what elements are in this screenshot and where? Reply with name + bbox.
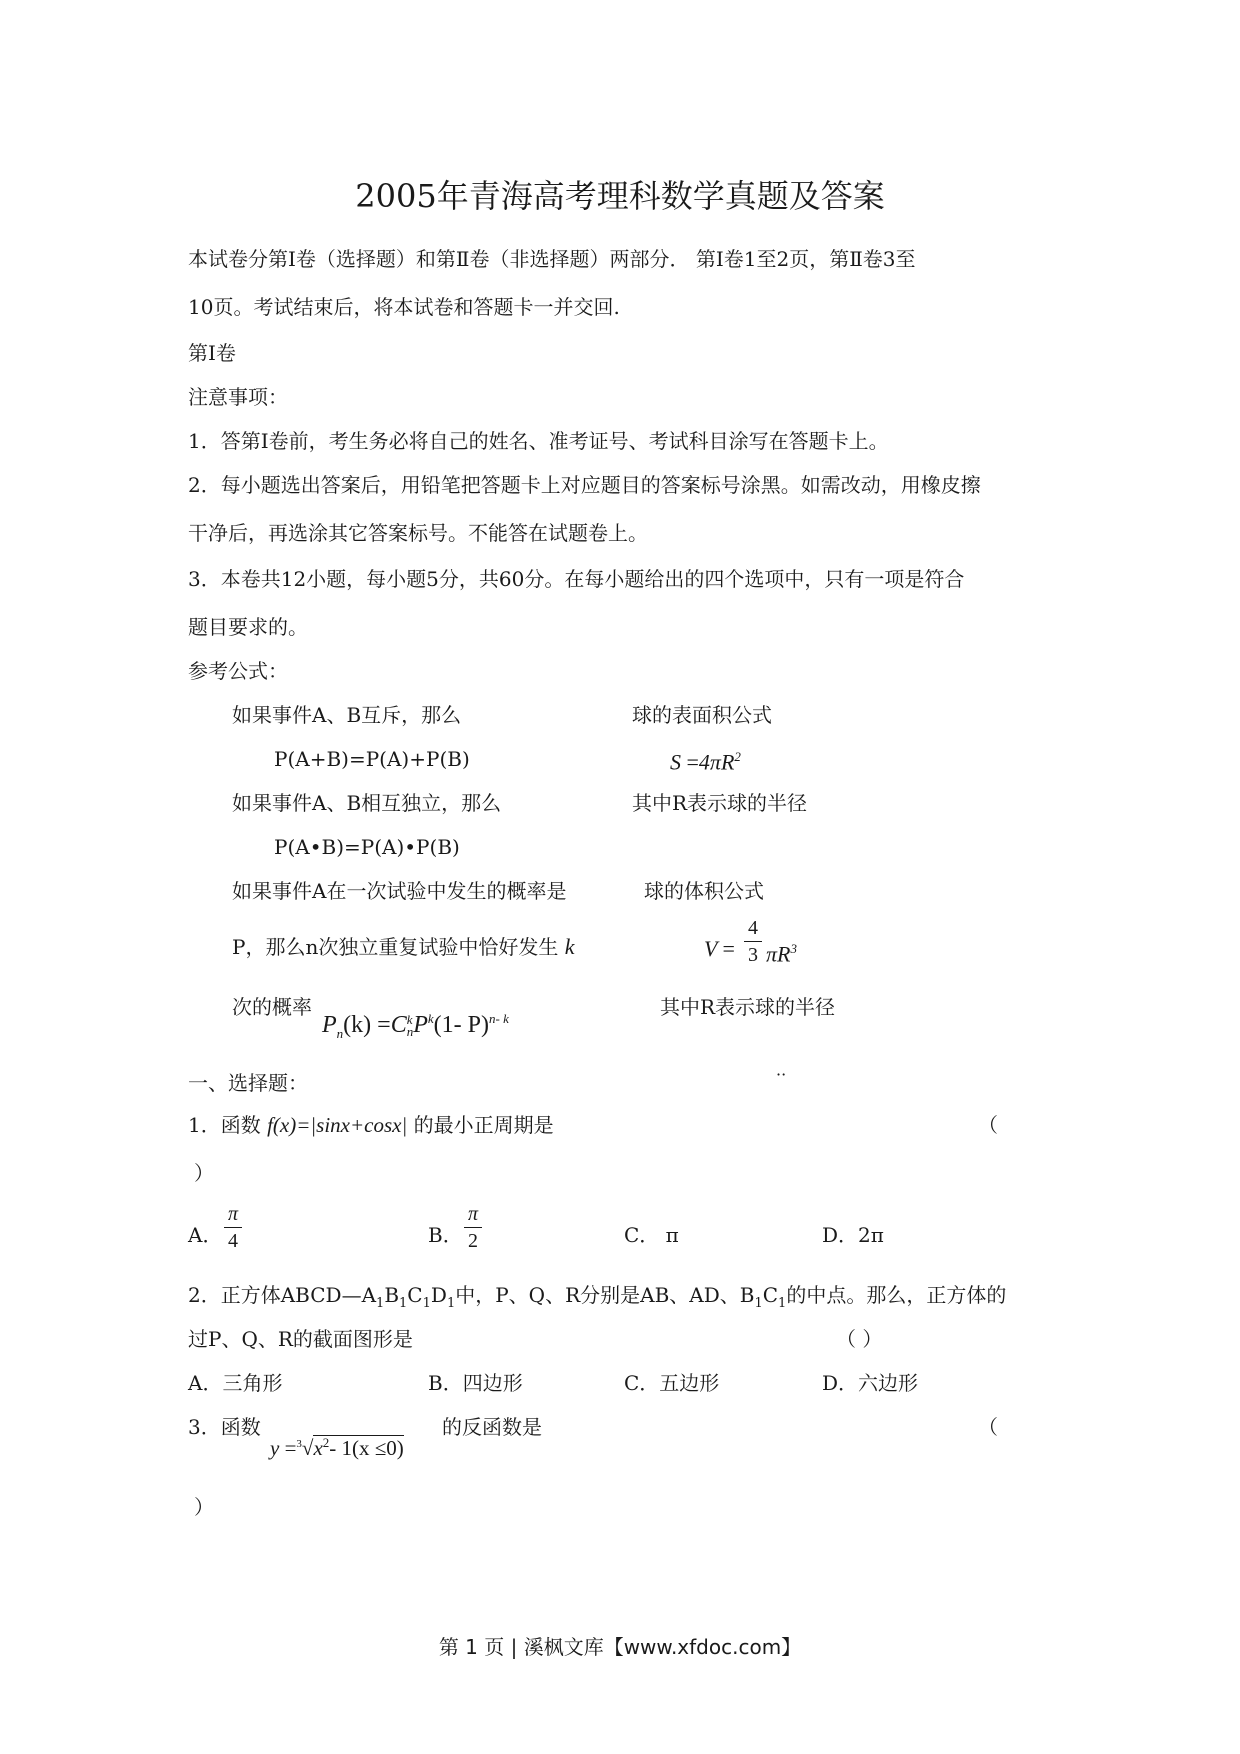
option-a-num: π: [227, 1203, 239, 1225]
formula-left-4-text: P，那么n次独立重复试验中恰好发生: [232, 935, 559, 959]
question-2-end: 的中点。那么，正方体的: [786, 1283, 1007, 1307]
stray-dots: ··: [776, 1065, 787, 1084]
sphere-volume-den: 3: [748, 944, 758, 966]
binom-tail-sup: n- k: [489, 1011, 509, 1026]
question-2-option-c: C．五边形: [624, 1371, 720, 1395]
option-a-den: 4: [228, 1230, 238, 1252]
question-2-middle: 中，P、Q、R分别是AB、AD、B: [455, 1283, 755, 1307]
section-one-heading: 一、选择题：: [188, 1071, 308, 1095]
binom-k-arg: (k): [343, 1012, 372, 1038]
notice-item-1: 1．答第Ⅰ卷前，考生务必将自己的姓名、准考证号、考试科目涂写在答题卡上。: [188, 429, 889, 453]
radical-sign-icon: √: [301, 1436, 314, 1460]
binom-eq: =: [377, 1012, 391, 1038]
sphere-area-formula: [670, 744, 741, 775]
question-3-formula: [270, 1428, 404, 1463]
formula-right-4: 其中R表示球的半径: [660, 995, 836, 1019]
fraction-bar: [224, 1227, 242, 1228]
question-1-option-a-fraction: [224, 1202, 242, 1253]
sphere-volume-num: 4: [748, 917, 758, 939]
question-2-answer-blank: （ ）: [836, 1327, 883, 1351]
question-2-line-2: 过P、Q、R的截面图形是: [188, 1327, 413, 1351]
q3-root-index: 3: [296, 1438, 302, 1450]
sphere-area-body: 4πR: [698, 749, 735, 775]
binom-p-sup: k: [427, 1011, 434, 1026]
sphere-volume-eq: =: [722, 936, 735, 961]
formulas-heading: 参考公式：: [188, 659, 288, 683]
question-2-line-1: 2．正方体$ABCD—A_1B_1C_1D_1$中，P、Q、R分别是AB、AD、$B_1C_1$的中点。那么，正方体的: [188, 1283, 1007, 1311]
notice-heading: 注意事项：: [188, 385, 288, 409]
document-title: 2005年青海高考理科数学真题及答案: [355, 177, 885, 215]
q3-y: y: [270, 1436, 280, 1460]
formula-left-5: 次的概率: [232, 995, 312, 1019]
question-3-prefix: 3．函数: [188, 1415, 261, 1439]
formula-left-3: 如果事件A在一次试验中发生的概率是: [232, 879, 567, 903]
notice-item-2-line-1: 2．每小题选出答案后，用铅笔把答题卡上对应题目的答案标号涂黑。如需改动，用橡皮擦: [188, 473, 981, 497]
question-1-stem: [188, 1112, 554, 1138]
sphere-area-sup: 2: [734, 749, 741, 764]
part-one-heading: 第Ⅰ卷: [188, 341, 236, 365]
sphere-area-s: S: [670, 749, 681, 775]
binomial-probability-formula: [322, 1004, 509, 1049]
intro-line-2: 10页。考试结束后，将本试卷和答题卡一并交回.: [188, 295, 620, 319]
q3-eq: =: [284, 1436, 297, 1460]
binom-n-sub: n: [336, 1025, 344, 1041]
formula-right-3: 球的体积公式: [644, 879, 764, 903]
sphere-volume-sup: 3: [790, 941, 797, 956]
question-1-option-b-fraction: [464, 1202, 482, 1253]
question-2-option-a: A．三角形: [188, 1371, 283, 1395]
q3-radicand: x: [313, 1436, 323, 1460]
binom-c: C: [390, 1012, 407, 1038]
notice-item-3-line-2: 题目要求的。: [188, 615, 308, 639]
question-1-paren-open: （: [978, 1113, 998, 1137]
formula-left-4: [232, 934, 574, 960]
binom-p: P: [322, 1012, 337, 1038]
question-1-suffix: 的最小正周期是: [413, 1113, 554, 1137]
question-2-option-b: B．四边形: [428, 1371, 523, 1395]
question-3-suffix: 的反函数是: [442, 1415, 542, 1439]
option-b-num: π: [467, 1203, 479, 1225]
formula-left-4-k: k: [564, 934, 575, 959]
formula-independent: P(A•B)=P(A)•P(B): [274, 835, 460, 859]
q3-radicand-sup: 2: [322, 1435, 330, 1450]
page-footer: 第 1 页 | 溪枫文库【www.xfdoc.com】: [438, 1635, 802, 1659]
sphere-area-eq: =: [686, 749, 699, 775]
question-1-formula: f(x)=|sinx+cosx|: [267, 1113, 408, 1137]
sphere-volume-v: [704, 936, 735, 962]
question-1-option-d: D．2π: [822, 1223, 884, 1247]
sphere-volume-body-text: πR: [766, 941, 791, 967]
formula-mutually-exclusive: P(A+B)=P(A)+P(B): [274, 747, 470, 771]
fraction-bar: [744, 941, 762, 942]
binom-p2: P: [413, 1012, 428, 1038]
notice-item-2-line-2: 干净后，再选涂其它答案标号。不能答在试题卷上。: [188, 521, 648, 545]
question-1-option-c: C． π: [624, 1223, 679, 1247]
formula-left-2: 如果事件A、B相互独立，那么: [232, 791, 502, 815]
question-3-paren-open: （: [978, 1415, 998, 1439]
sphere-volume-fraction: [744, 916, 762, 967]
option-b-den: 2: [468, 1230, 478, 1252]
sphere-volume-v-letter: V: [704, 936, 718, 961]
question-1-prefix: 1．函数: [188, 1113, 261, 1137]
binom-c-sub: n: [406, 1024, 414, 1040]
question-2-prefix: 2．正方体ABCD—A: [188, 1283, 377, 1307]
binom-tail: (1- P): [433, 1012, 489, 1038]
fraction-bar: [464, 1227, 482, 1228]
sphere-volume-body: [766, 936, 797, 967]
intro-line-1: 本试卷分第Ⅰ卷（选择题）和第Ⅱ卷（非选择题）两部分． 第Ⅰ卷1至2页，第Ⅱ卷3至: [188, 247, 916, 271]
question-2-option-d: D．六边形: [822, 1371, 919, 1395]
question-1-option-a-label: A．: [188, 1223, 223, 1247]
notice-item-3-line-1: 3．本卷共12小题，每小题5分，共60分。在每小题给出的四个选项中，只有一项是符合: [188, 567, 965, 591]
formula-right-1: 球的表面积公式: [632, 703, 772, 727]
formula-right-2: 其中R表示球的半径: [632, 791, 808, 815]
q3-rest: - 1(x ≤0): [329, 1436, 404, 1460]
question-1-paren-close: ）: [194, 1161, 214, 1185]
formula-left-1: 如果事件A、B互斥，那么: [232, 703, 462, 727]
binom-c-sup: k: [406, 1012, 413, 1028]
question-1-option-b-label: B．: [428, 1223, 463, 1247]
question-3-paren-close: ）: [194, 1495, 214, 1519]
